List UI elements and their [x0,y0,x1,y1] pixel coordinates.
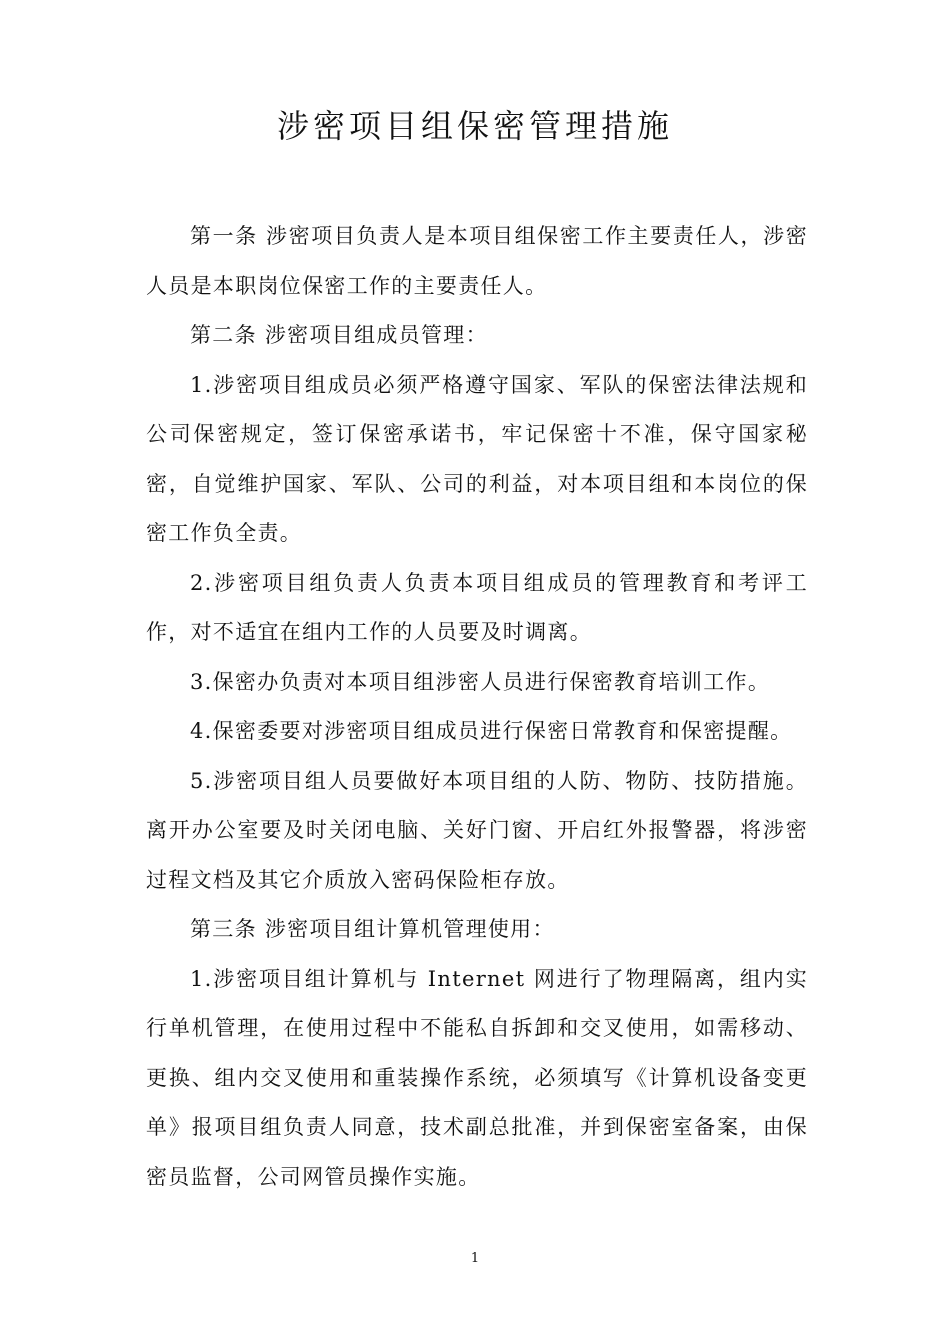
paragraph-article-3-heading: 第三条 涉密项目组计算机管理使用： [190,917,555,941]
paragraph-article-2-item-3: 3.保密办负责对本项目组涉密人员进行保密教育培训工作。 [190,669,771,694]
paragraph-article-2-item-5: 5.涉密项目组人员要做好本项目组的人防、物防、技防措施。离开办公室要及时关闭电脑、关好门窗、开启红外报警器，将涉密过程文档及其它介质放入密码保险柜存放。 [146,768,808,892]
paragraph-article-2-heading: 第二条 涉密项目组成员管理： [190,323,488,347]
paragraph-article-1: 第一条 涉密项目负责人是本项目组保密工作主要责任人，涉密人员是本职岗位保密工作的主要责任人。 [146,224,808,298]
paragraph-article-3-item-1: 1.涉密项目组计算机与 Internet 网进行了物理隔离，组内实行单机管理，在使用过程中不能私自拆卸和交叉使用，如需移动、更换、组内交叉使用和重装操作系统，必须填写《计算机设备变更单》报项目组负责人同意，技术副总批准，并到保密室备案，由保密员监督，公司网管员操作实施。 [146,966,808,1189]
paragraph-article-2-item-4: 4.保密委要对涉密项目组成员进行保密日常教育和保密提醒。 [190,719,793,743]
paragraph-article-2-item-2: 2.涉密项目组负责人负责本项目组成员的管理教育和考评工作，对不适宜在组内工作的人员要及时调离。 [146,570,808,644]
document-body [146,212,808,1202]
document-title: 涉密项目组保密管理措施 [276,107,673,145]
paragraph-article-2-item-1: 1.涉密项目组成员必须严格遵守国家、军队的保密法律法规和公司保密规定，签订保密承诺书，牢记保密十不准，保守国家秘密，自觉维护国家、军队、公司的利益，对本项目组和本岗位的保密工作负全责。 [146,372,808,545]
page-number: 1 [470,1251,480,1266]
